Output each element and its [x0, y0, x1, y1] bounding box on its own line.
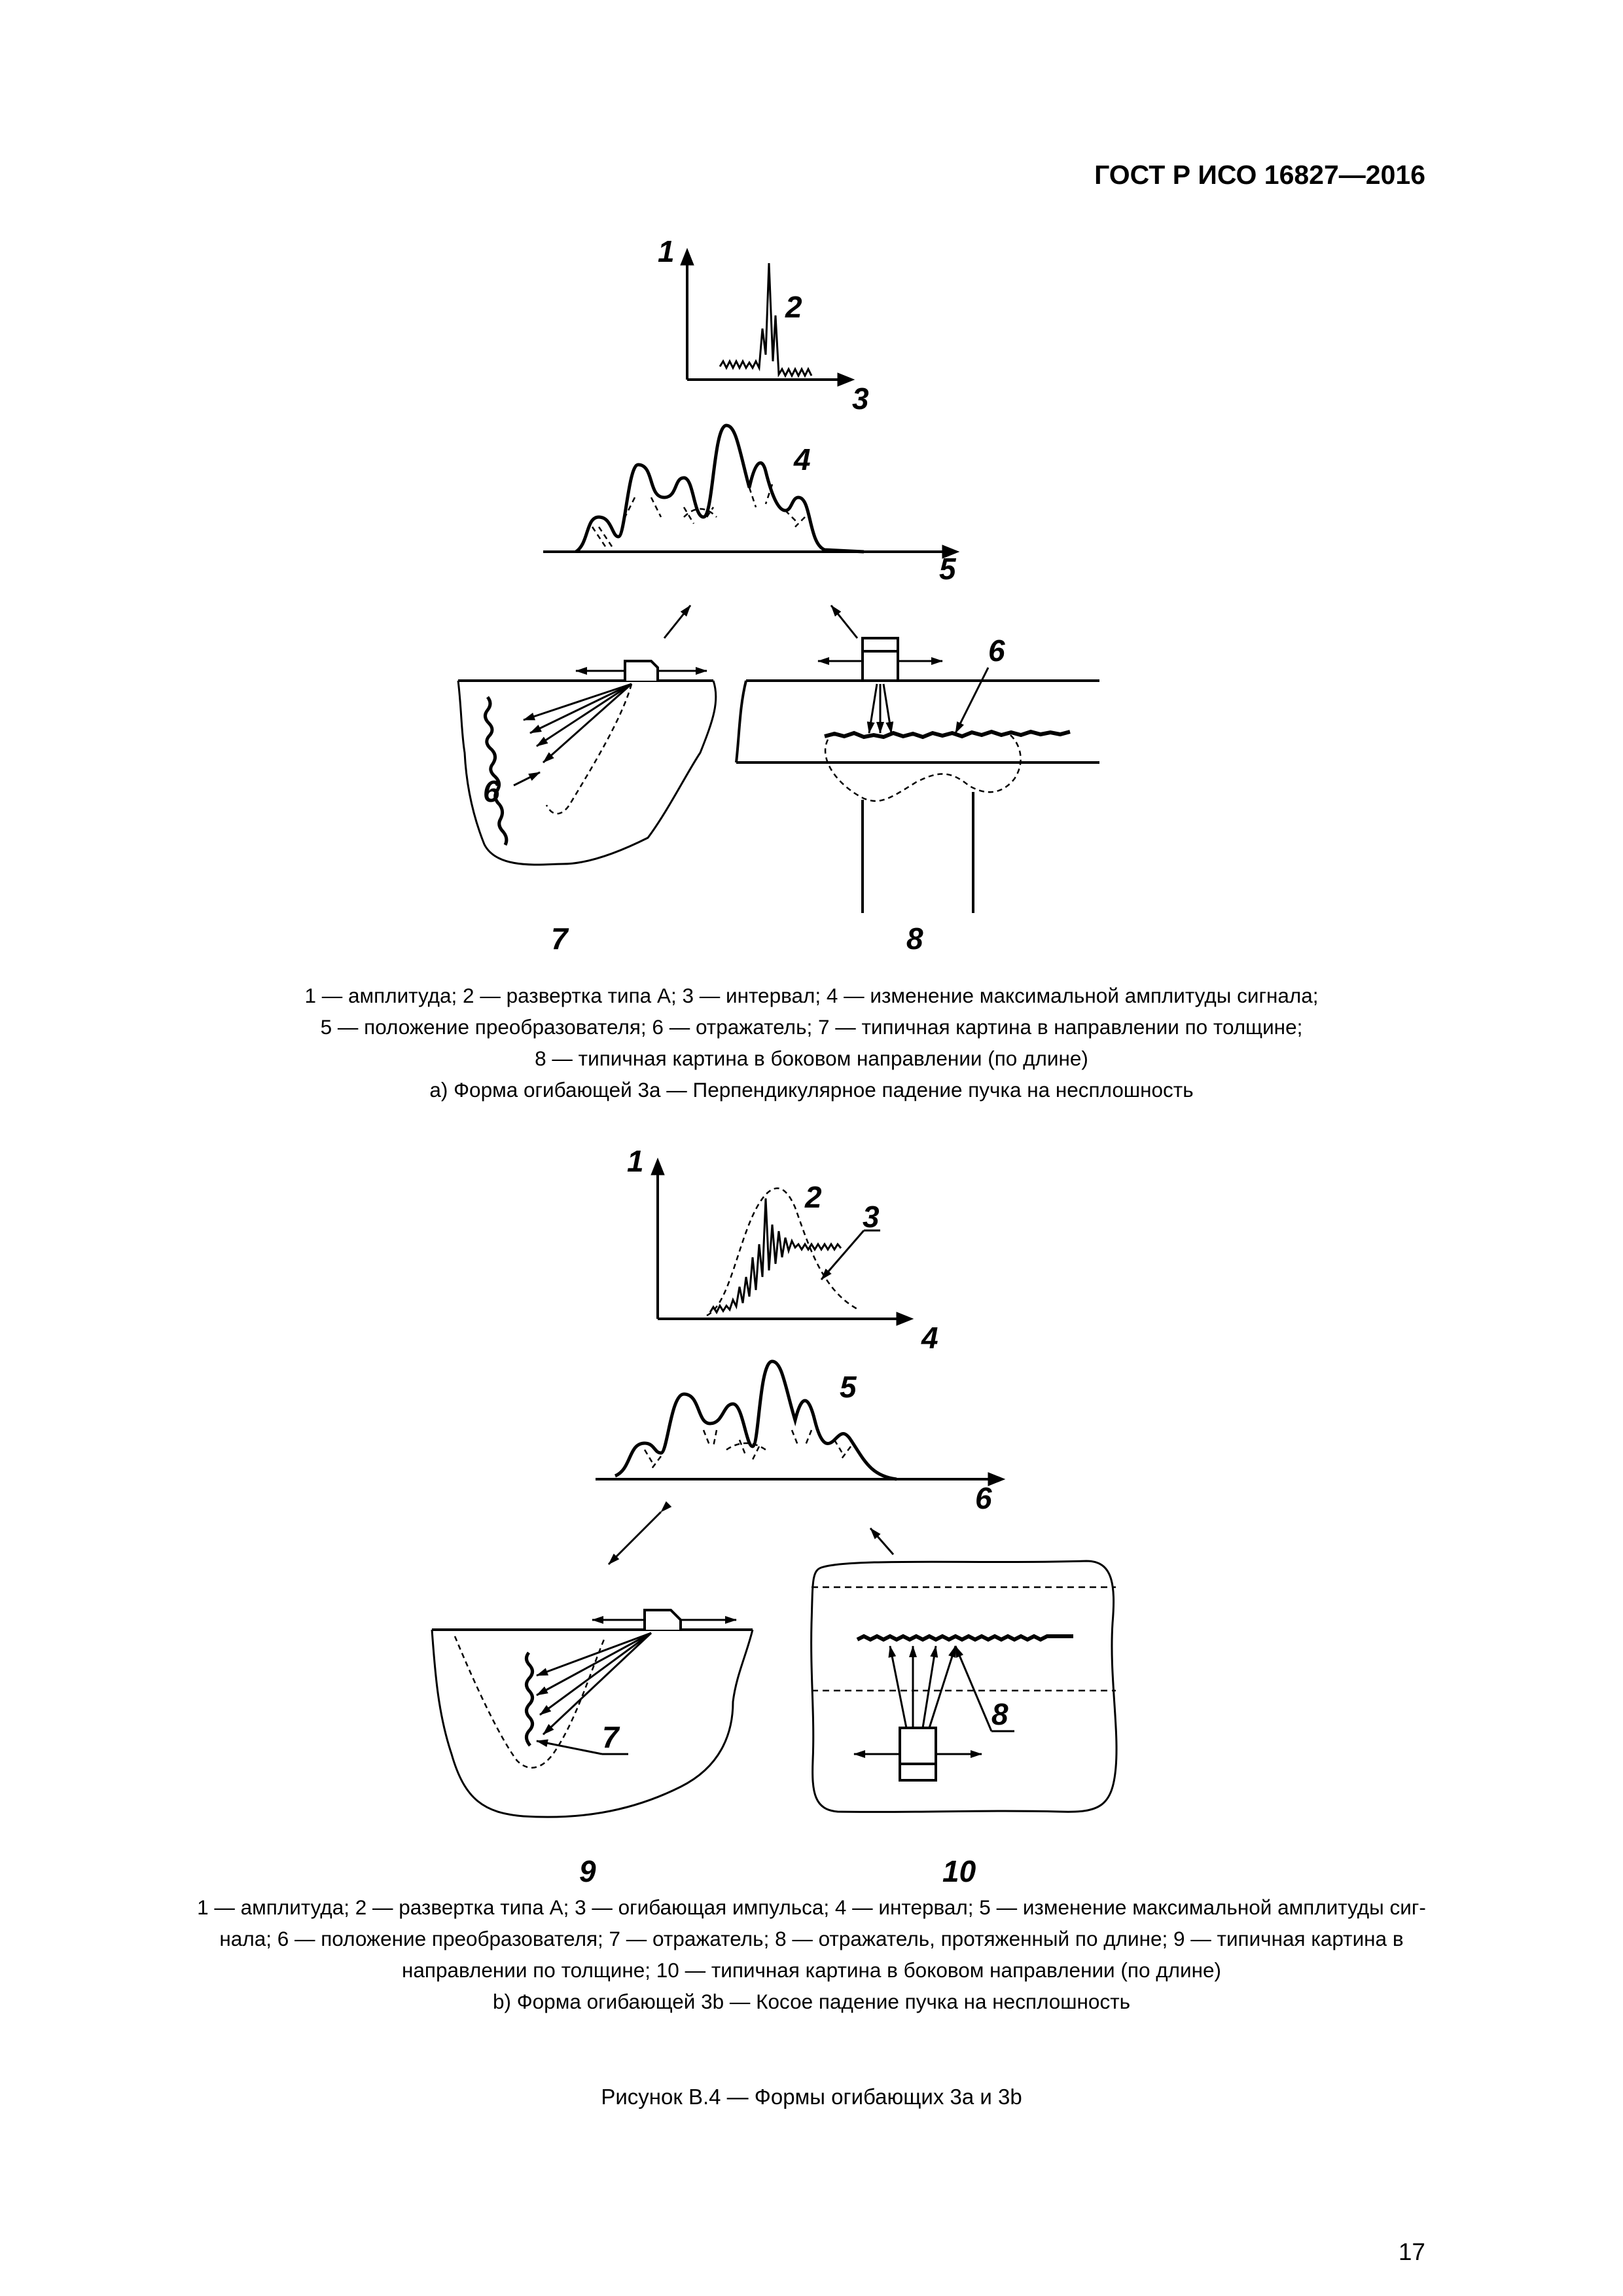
page-number: 17 — [1398, 2238, 1425, 2265]
figure-b-legend — [105, 1892, 1518, 2017]
label-a-6-right: 6 — [988, 634, 1005, 668]
label-b-6: 6 — [975, 1481, 992, 1515]
figure-b-legend-line-1: 1 — амплитуда; 2 — развертка типа А; 3 — огибающая импульса; 4 — интервал; 5 — изменение максимальной амплитуды сиг- — [197, 1895, 1426, 1919]
label-a-2: 2 — [785, 290, 802, 324]
label-b-5: 5 — [840, 1370, 857, 1404]
envelope-b — [596, 1361, 1005, 1486]
lateral-view-a — [736, 638, 1099, 913]
figure-title: Рисунок В.4 — Формы огибающих 3а и 3b — [601, 2085, 1022, 2109]
label-a-6-left: 6 — [483, 774, 500, 808]
label-b-7: 7 — [602, 1720, 619, 1754]
figure-b-legend-line-3: направлении по толщине; 10 — типичная картина в боковом направлении (по длине) — [401, 1958, 1221, 1982]
label-b-9: 9 — [579, 1854, 596, 1888]
figure-a-legend-line-1: 1 — амплитуда; 2 — развертка типа А; 3 — интервал; 4 — изменение максимальной амплитуды сигнала; — [304, 984, 1319, 1007]
label-b-8: 8 — [991, 1697, 1008, 1731]
figure-b-legend-line-2: нала; 6 — положение преобразователя; 7 — отражатель; 8 — отражатель, протяженный по длине; 9 — типичная картина в — [219, 1927, 1404, 1950]
label-b-2: 2 — [805, 1180, 822, 1214]
label-a-1: 1 — [658, 234, 675, 268]
label-b-3: 3 — [863, 1200, 880, 1234]
lateral-view-b — [812, 1561, 1116, 1812]
figure-a-legend-line-3: 8 — типичная картина в боковом направлении (по длине) — [535, 1047, 1088, 1070]
figure-b-subtitle: b) Форма огибающей 3b — Косое падение пучка на несплошность — [492, 1990, 1131, 2013]
a-scan-plot-b — [651, 1158, 913, 1325]
figure-a-legend-line-2: 5 — положение преобразователя; 6 — отражатель; 7 — типичная картина в направлении по толщине; — [320, 1015, 1303, 1039]
label-b-1: 1 — [627, 1144, 644, 1178]
a-scan-signal — [710, 1198, 841, 1312]
envelope-a — [543, 425, 959, 558]
label-a-3: 3 — [852, 382, 869, 416]
figure-a-legend — [105, 980, 1518, 1105]
a-scan-plot-a — [681, 249, 854, 386]
figure-a-subtitle: а) Форма огибающей 3а — Перпендикулярное падение пучка на несплошность — [429, 1078, 1194, 1102]
thickness-view-b — [432, 1610, 753, 1817]
label-a-4: 4 — [794, 442, 811, 476]
label-a-5: 5 — [939, 552, 956, 586]
label-a-8: 8 — [906, 922, 923, 956]
standard-header: ГОСТ Р ИСО 16827—2016 — [1094, 160, 1425, 190]
label-b-4: 4 — [921, 1321, 938, 1355]
thickness-view-a — [458, 661, 716, 865]
figure-a — [458, 249, 1099, 913]
label-a-7: 7 — [551, 922, 568, 956]
figure-b — [432, 1158, 1116, 1817]
label-b-10: 10 — [942, 1854, 976, 1888]
